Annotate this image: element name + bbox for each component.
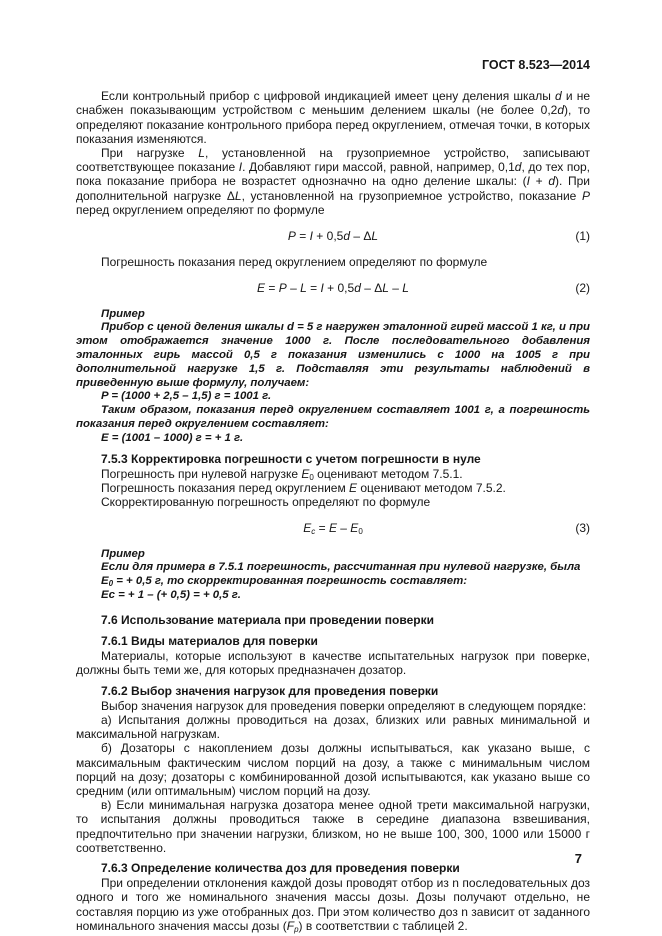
text-segment: Пример (101, 307, 145, 320)
text-segment: P (581, 188, 590, 203)
text-segment: E (101, 575, 109, 588)
text-segment: 0 (108, 579, 114, 589)
formula-number: (3) (575, 521, 590, 536)
paragraph (76, 798, 590, 855)
text-segment: При определении отклонения каждой дозы проводят отбор из n последовательных доз одного и того же номинального значения массы дозы. Дозы получают отдельно, не составляя порцию из уже отобранных доз. При этом количество доз n зависит от заданного номинального значения массы дозы ( (76, 876, 590, 933)
text-segment: в) Если минимальная нагрузка дозатора менее одной трети максимальной нагрузки, то испытания должны проводиться также в середине диапазона взвешивания, предпочтительно при значении нагрузки, близком, но не выше 100, 300, 1000 или 15000 г соответственно. (76, 798, 590, 855)
text-segment: P (278, 281, 287, 296)
text-segment: – (388, 281, 403, 296)
text-segment: d (354, 281, 361, 296)
text-segment: и не снабжен показывающим устройством с меньшим делением шкалы (не более 0,2 (76, 89, 591, 118)
text-segment: Пример (101, 547, 145, 560)
section-heading (76, 861, 590, 875)
text-segment: d (514, 160, 522, 175)
section-heading (76, 684, 590, 698)
example-line (76, 321, 590, 390)
paragraph (76, 89, 590, 146)
text-segment: , до тех пор, пока показание прибора не возрастет однозначно на одно деление шкалы: ( (76, 160, 591, 189)
text-segment: + 0,5 (323, 281, 355, 296)
text-segment: Таким образом, показания перед округлением составляет 1001 г, а погрешность показания перед округлением составляет: (76, 404, 590, 431)
paragraph (76, 495, 590, 509)
formula (76, 281, 590, 295)
example-line (76, 390, 590, 404)
text-segment: p (294, 924, 299, 934)
text-segment: ) в соответствии с таблицей 2. (298, 918, 468, 933)
text-segment: Погрешность при нулевой нагрузке (101, 466, 302, 481)
text-segment: E (301, 466, 310, 481)
text-segment: + 0,5 (312, 229, 344, 244)
text-segment: I (238, 160, 243, 175)
text-segment: . Добавляют гири массой, равной, например, 0,1 (242, 160, 515, 175)
text-segment: L (382, 281, 389, 296)
section-heading (76, 634, 590, 648)
formula-expression (257, 281, 409, 295)
text-segment: I (320, 281, 324, 296)
text-segment: L (198, 146, 205, 161)
text-segment: E (303, 521, 312, 536)
text-segment: Материалы, которые используют в качестве испытательных нагрузок при поверке, должны быть теми же, для которых предназначен дозатор. (76, 649, 590, 678)
text-segment: а) Испытания должны проводиться на дозах, близких или равных минимальной и максимальной нагрузкам. (76, 713, 590, 742)
text-segment: Если для примера в 7.5.1 погрешность, рассчитанная при нулевой нагрузке, была (101, 561, 581, 574)
formula (76, 521, 590, 535)
paragraph (76, 146, 590, 217)
text-segment: L (234, 188, 242, 203)
example-line (76, 404, 590, 432)
text-segment: 7.6.3 Определение количества доз для проведения поверки (101, 861, 460, 876)
example-line (76, 548, 590, 562)
text-segment: = (306, 281, 321, 296)
formula (76, 229, 590, 243)
text-segment: Выбор значения нагрузок для проведения поверки определяют в следующем порядке: (101, 698, 587, 713)
example-line (76, 589, 590, 603)
document-header-standard-number: ГОСТ 8.523—2014 (481, 58, 590, 72)
paragraph (76, 741, 590, 798)
text-segment: P = (1000 + 2,5 – 1,5) г = 1001 г. (101, 390, 272, 403)
text-segment: E (349, 481, 358, 496)
text-segment: При нагрузке (101, 146, 199, 161)
paragraph (76, 467, 590, 481)
text-segment: – Δ (350, 229, 372, 244)
text-segment: P (287, 229, 296, 244)
text-segment: 0 (309, 472, 314, 482)
formula-number: (1) (575, 229, 590, 244)
paragraph (76, 255, 590, 269)
paragraph (76, 713, 590, 741)
text-segment: c (311, 527, 316, 537)
text-segment: Прибор с ценой деления шкалы d = 5 г нагружен эталонной гирей массой 1 кг, и при этом отображается значение 1000 г. После последовательного добавления эталонных гирь массой 0,5 г показания изменились с 1000 на 1005 г при дополнительной нагрузке 1,5 г. Подставляя эти результаты наблюдений в приведенную выше формулу, получаем: (76, 321, 590, 389)
page-number: 7 (574, 850, 582, 866)
section-heading (76, 452, 590, 466)
text-segment: d (557, 103, 565, 118)
document-body (76, 89, 590, 933)
paragraph (76, 876, 590, 933)
text-segment: – (286, 281, 301, 296)
text-segment: , установленной на грузоприемное устройство, записывают соответствующее показание (76, 146, 590, 175)
text-segment: 0 (358, 527, 363, 537)
text-segment: = (295, 229, 310, 244)
text-segment: перед округлением определяют по формуле (76, 202, 325, 217)
text-segment: – Δ (360, 281, 383, 296)
text-segment: ). При дополнительной нагрузке Δ (76, 174, 590, 203)
text-segment: Ec = + 1 – (+ 0,5) = + 0,5 г. (101, 589, 241, 602)
paragraph (76, 699, 590, 713)
formula-expression (303, 521, 363, 535)
formula-number: (2) (575, 281, 590, 296)
text-segment: – (336, 521, 351, 536)
text-segment: L (402, 281, 409, 296)
text-segment: 7.6.1 Виды материалов для поверки (101, 634, 318, 649)
text-segment: d (343, 229, 351, 244)
text-segment: F (286, 918, 295, 933)
text-segment: = + 0,5 г, то скорректированная погрешность составляет: (113, 575, 468, 588)
example-block (76, 308, 590, 446)
text-segment: Скорректированную погрешность определяют по формуле (101, 495, 431, 510)
text-segment: , установленной на грузоприемное устройство, показание (241, 188, 582, 203)
text-segment: оценивают методом 7.5.1. (313, 466, 463, 481)
text-segment: d (555, 89, 562, 104)
text-segment: = (265, 281, 279, 296)
text-segment: + (529, 174, 549, 189)
section-heading (76, 613, 590, 627)
example-block (76, 548, 590, 603)
text-segment: L (371, 229, 379, 244)
paragraph (76, 649, 590, 677)
text-segment: E (328, 521, 337, 536)
text-segment: оценивают методом 7.5.2. (357, 481, 506, 496)
text-segment: 7.5.3 Корректировка погрешности с учетом погрешности в нуле (101, 451, 481, 466)
text-segment: E = (1001 – 1000) г = + 1 г. (101, 431, 244, 444)
text-segment: I (526, 174, 530, 189)
text-segment: I (309, 229, 313, 244)
text-segment: Погрешность показания перед округлением (101, 481, 350, 496)
text-segment: 7.6.2 Выбор значения нагрузок для проведения поверки (101, 683, 439, 698)
text-segment: = (315, 521, 329, 536)
text-segment: L (300, 281, 307, 296)
text-segment: d (548, 174, 555, 189)
text-segment: Если контрольный прибор с цифровой индикацией имеет цену деления шкалы (101, 89, 555, 104)
example-line (76, 561, 590, 575)
text-segment: ), то определяют показание контрольного прибора перед округлением, отмечая точки, в которых показания изменяются. (76, 103, 590, 146)
text-segment: E (350, 521, 359, 536)
paragraph (76, 481, 590, 495)
text-segment: б) Дозаторы с накоплением дозы должны испытываться, как указано выше, с максимальным фактическим числом порций на дозу, а также с минимальным числом порций на дозу; дозаторы с комбинированной дозой испытываются, как указано выше со средним (или оптимальным) числом порций на дозу. (76, 741, 590, 799)
example-line (76, 575, 590, 589)
example-line (76, 308, 590, 322)
formula-expression (288, 229, 378, 243)
text-segment: E (257, 281, 266, 296)
example-line (76, 432, 590, 446)
text-segment: Погрешность показания перед округлением определяют по формуле (101, 255, 488, 270)
text-segment: 7.6 Использование материала при проведении поверки (101, 612, 434, 627)
